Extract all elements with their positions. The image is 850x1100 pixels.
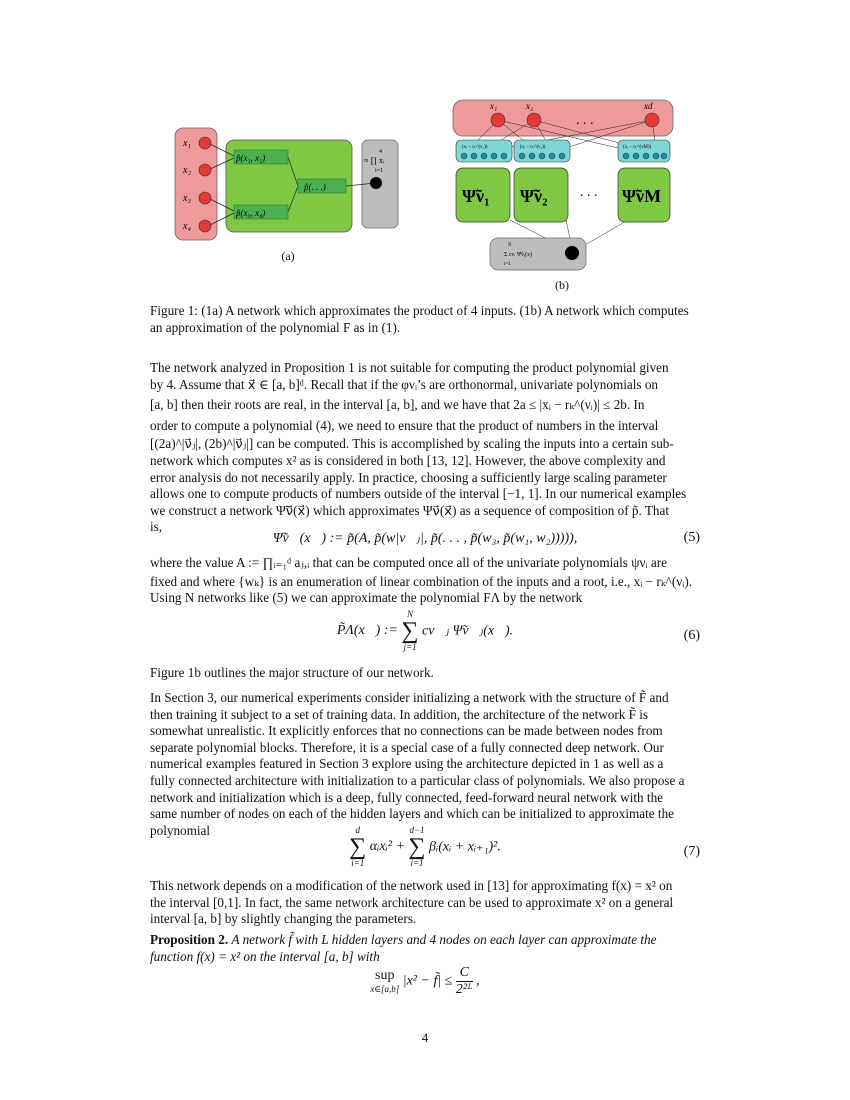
equation-7-term1: αᵢxᵢ² + [369,839,405,854]
input-row [453,100,673,136]
fraction-numerator: C [456,965,473,982]
input-node [199,192,211,204]
input-label: x₄ [183,221,191,232]
paragraph-1 [150,360,700,536]
text-line: numerical examples featured in Section 3 explore using the architecture depicted in 1 as well as a [150,756,664,772]
equation-5 [150,530,700,550]
output-node [370,177,382,189]
output-node [565,246,579,260]
sum-symbol [349,826,366,868]
proposition-title: Proposition 2. [150,932,229,947]
input-node [491,113,505,127]
psi-label: Ψ̃νM [622,186,662,206]
text-line: [(2a)^|ν⃗ⱼ|, (2b)^|ν⃗ⱼ|] can be computed. This is accomplished by scaling the inputs into a certain sub- [150,436,674,452]
equation-7 [150,826,700,878]
sum-bottom: j=1 [403,642,417,652]
subblock-top-label: p̃(x₁, x₂) [236,153,266,163]
sigma-icon: ∑ [349,834,367,860]
figure-caption: Figure 1: (1a) A network which approximates the product of 4 inputs. (1b) A network which computes an approximation of the polynomial F as in (1). [150,303,689,335]
text-line: is, [150,519,163,535]
text-line: network and initialization which is a deep, fully connected, feed-forward neural network with the [150,789,664,805]
equation-7-term2: βᵢ(xᵢ + xᵢ₊₁)². [429,839,501,855]
equation-6-lhs: P̃Λ(x⃗) := [336,623,398,638]
figure-1b [448,90,678,275]
proposition-line: A network f̃ with L hidden layers and 4 nodes on each layer can approximate the [231,932,657,947]
text-line: interval [a, b] by slightly changing the parameters. [150,911,417,927]
input-label: xd [644,101,653,111]
text-line: This network depends on a modification of the network used in [13] for approximating f(x) = x² on [150,878,673,893]
sup-subscript: x∈[a,b] [370,984,400,994]
text-line: separate polynomial blocks. Therefore, it is a special case of a fully connected deep network. Our [150,739,664,755]
text-line: the interval [0,1]. In fact, the same network architecture can be used to approximate x² on a general [150,894,674,910]
sum-bottom: i=1 [410,858,424,868]
root-label: (xᵢ − rₖ^(ν₁)) [462,145,488,150]
equation-6-body [150,610,700,652]
text-line: fully connected architecture with initialization to a particular class of polynomials. We also propose a [150,772,685,788]
root-label: (xᵢ − rₖ^(νM)) [623,145,652,150]
sum-bottom: i=1 [504,262,511,267]
inequality-body: |x² − f̃| ≤ [402,973,453,989]
text-line [150,932,700,949]
text-line: same number of nodes on each of the hidden layers and which can be initialized to approximate the [150,806,675,822]
input-node [645,113,659,127]
sum-label: Σ cνᵢ Ψ̃νᵢ(x) [504,252,532,258]
psi-ellipsis: . . . [580,185,598,200]
sum-top: d [355,825,360,835]
sum-top: N [406,609,413,619]
subblock-bottom-label: p̃(x₃, x₄) [236,208,266,218]
equation-sup [150,965,700,1013]
paragraph-2 [150,555,700,607]
text-line: by 4. Assume that x⃗ ∈ [a, b]ᵈ. Recall that if the φνᵢ’s are orthonormal, univariate polynomials on [150,376,659,392]
root-label: (xᵢ − rₖ^(ν₂)) [520,145,546,150]
paragraph-5 [150,878,700,928]
text-line: polynomial [150,822,211,838]
equation-6-number: (6) [683,628,700,643]
text-line: The network analyzed in Proposition 1 is not suitable for computing the product polynomial given [150,360,669,375]
psi-label: Ψ̃ν₂ [520,186,548,206]
product-label: ≈ ∏ xᵢ [364,156,385,165]
input-label: x₂ [526,101,534,111]
text-line: order to compute a polynomial (4), we need to ensure that the product of numbers in the interval [150,417,659,433]
input-label: x₁ [490,101,498,111]
fraction-denominator: 2²ᴸ [455,982,473,997]
input-label: x₂ [183,165,191,176]
equation-5-number: (5) [683,530,700,545]
text-line: allows one to compute products of numbers outside of the interval [−1, 1]. In our numerical examples [150,486,687,502]
sum-top: d−1 [409,825,425,835]
text-line: Using N networks like (5) we can approximate the polynomial FΛ by the network [150,590,583,606]
sum-bottom: i=1 [351,858,365,868]
equation-5-body: Ψ̃ν⃗(x⃗) := p̃(A, p̃(w|ν⃗ⱼ|, p̃(. . . , p̃(w₃, p̃(w₁, w₂))))), [272,531,578,546]
input-ellipsis: . . . [576,113,594,128]
input-label: x₁ [183,138,191,149]
subblock-mid-label: p̃(. . .) [304,182,326,192]
product-top: 4 [379,149,382,155]
text-line: [a, b] then their roots are real, in the interval [a, b], and we have that 2a ≤ |xᵢ − rₖ^(νᵢ)| ≤ 2b. In [150,397,645,413]
sigma-icon: ∑ [408,834,426,860]
inequality-tail: , [476,973,480,989]
sum-top: N [508,243,512,248]
proposition-line: function f(x) = x² on the interval [a, b] with [150,948,380,964]
text-line: we construct a network Ψ̃ν⃗(x⃗) which approximates Ψν⃗(x⃗) as a sequence of composition of p̃. That [150,502,670,518]
equation-6 [150,610,700,662]
page-number: 4 [421,1030,429,1045]
text-line: somewhat unrealistic. It explicitly enforces that no connections can be made between nodes from [150,723,663,739]
equation-7-body [150,826,700,868]
text-line: error analysis do not necessarily apply. In practice, choosing a sufficiently large scaling parameter [150,469,667,485]
sigma-icon: ∑ [401,618,419,644]
figure-1a-label: (a) [281,249,295,263]
input-label: x₃ [183,193,191,204]
input-node [199,137,211,149]
sum-symbol [408,826,425,868]
figure-1a [170,120,410,270]
sum-symbol [401,610,418,652]
paragraph-3: Figure 1b outlines the major structure of our network. [150,665,434,680]
sup-operator [370,968,399,995]
fraction [456,965,473,998]
psi-label: Ψ̃ν₁ [462,186,490,206]
text-line: then training it subject to a set of training data. In addition, the architecture of the network F̃ is [150,706,649,722]
proposition-2 [150,932,700,965]
text-line: In Section 3, our numerical experiments consider initializing a network with the structure of F̃ and [150,690,669,705]
paragraph-4 [150,690,700,839]
text-line: where the value A := ∏ᵢ₌₁ᵈ aⱼ,ᵢ that can be computed once all of the univariate polynomials ψνᵢ are [150,555,667,570]
input-node [199,220,211,232]
text-line: network which computes x² as is considered in both [13, 12]. However, the above complexity and [150,452,666,468]
text-line: fixed and where {wₖ} is an enumeration of linear combination of the inputs and a root, i.e., xᵢ − rₖ^(νᵢ). [150,573,693,589]
sup-word: sup [375,968,395,983]
product-bottom: i=1 [375,168,384,174]
input-node [527,113,541,127]
equation-sup-body [150,965,700,998]
equation-7-number: (7) [683,844,700,859]
input-node [199,164,211,176]
figure-1b-label: (b) [555,278,569,292]
equation-6-rhs: cν⃗ⱼ Ψ̃ν⃗ⱼ(x⃗). [422,623,514,639]
